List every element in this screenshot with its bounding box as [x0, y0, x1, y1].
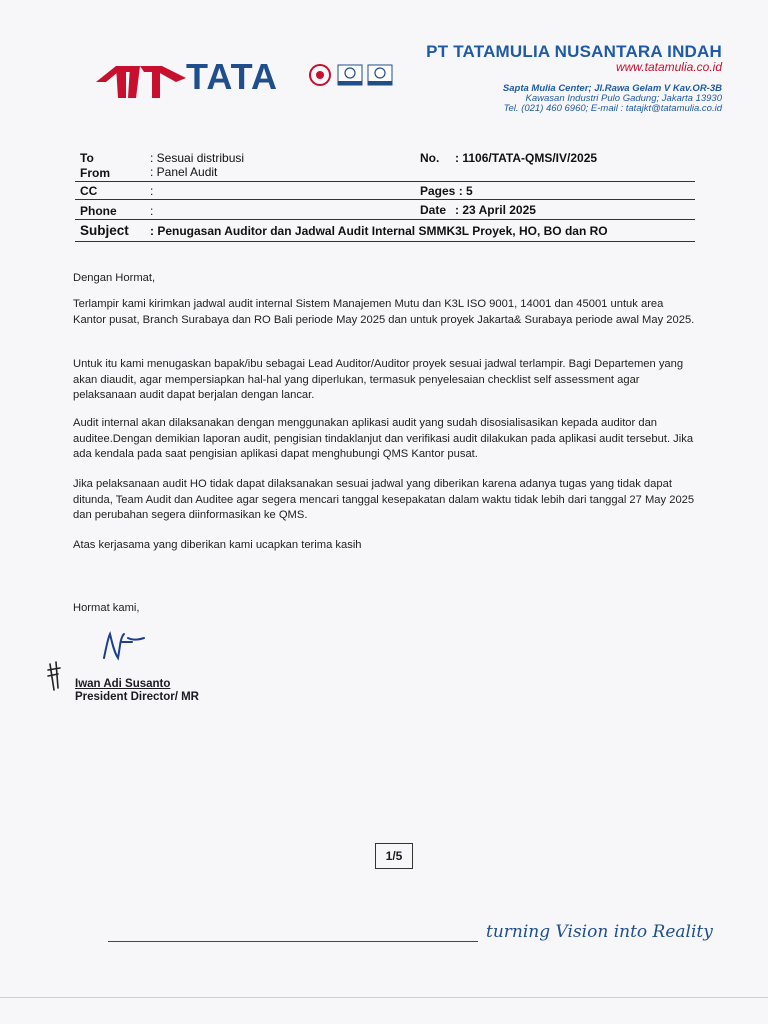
subject-label: Subject: [80, 223, 129, 238]
page-edge: [0, 997, 768, 998]
initial-mark: [46, 660, 64, 694]
certification-badges: [308, 62, 398, 90]
pages-label: Pages : 5: [420, 184, 473, 198]
phone-label: Phone: [80, 204, 117, 218]
company-tagline: turning Vision into Reality: [486, 922, 713, 942]
cc-label: CC: [80, 184, 98, 198]
address-line-1: Sapta Mulia Center; Jl.Rawa Gelam V Kav.OR-3B: [502, 83, 722, 94]
memo-divider: [75, 181, 695, 182]
from-value: : Panel Audit: [150, 165, 218, 179]
paragraph-1: Terlampir kami kirimkan jadwal audit internal Sistem Manajemen Mutu dan K3L ISO 9001, 14001 dan 45001 untuk area Kantor pusat, Branch Surabaya dan RO Bali periode May 2025 dan untuk proyek Jakarta& Surabaya periode awal May 2025.: [73, 298, 695, 326]
phone-value: :: [150, 204, 154, 218]
date-value: : 23 April 2025: [455, 203, 536, 217]
closing-line: Atas kerjasama yang diberikan kami ucapkan terima kasih: [73, 539, 362, 551]
cc-value: :: [150, 184, 154, 198]
salutation: Hormat kami,: [73, 602, 140, 614]
signatory-name: Iwan Adi Susanto: [75, 678, 171, 690]
paragraph-4: Jika pelaksanaan audit HO tidak dapat dilaksanakan sesuai jadwal yang diberikan karena adanya tugas yang tidak dapat ditunda, Team Audit dan Auditee agar segera mencari tanggal kesepakatan dalam waktu tidak lebih dari tanggal 27 May 2025 dan perubahan segera diinformasikan ke QMS.: [73, 478, 695, 522]
address-line-2: Kawasan Industri Pulo Gadung; Jakarta 13930: [525, 93, 722, 104]
company-name: PT TATAMULIA NUSANTARA INDAH: [426, 42, 722, 61]
paragraph-3: Audit internal akan dilaksanakan dengan menggunakan aplikasi audit yang sudah disosialisasikan kepada auditor dan auditee.Dengan demikian laporan audit, pengisian tindaklanjut dan verifikasi audit dilakukan pada aplikasi audit tersebut. Jika ada kendala pada saat pengisian aplikasi dapat menghubungi QMS Kantor pusat.: [73, 417, 694, 461]
greeting: Dengan Hormat,: [73, 272, 156, 284]
logo-wordmark: TATA: [186, 56, 278, 97]
from-label: From: [80, 166, 110, 180]
memo-divider: [75, 199, 695, 200]
date-label: Date: [420, 203, 447, 217]
page-indicator: 1/5: [375, 843, 413, 869]
handwritten-signature: [98, 628, 158, 664]
paragraph-2: Untuk itu kami menugaskan bapak/ibu sebagai Lead Auditor/Auditor proyek sesuai jadwal terlampir. Bagi Departemen yang akan diaudit, agar mempersiapkan hal-hal yang diperlukan, termasuk penyelesaian checklist self assessment agar pelaksanaan audit dapat berjalan dengan lancar.: [73, 358, 684, 402]
no-label: No.: [420, 151, 440, 165]
footer-rule: [108, 941, 478, 942]
signatory-title: President Director/ MR: [75, 691, 199, 703]
to-label: To: [80, 151, 94, 165]
company-website: www.tatamulia.co.id: [615, 60, 722, 74]
memo-divider: [75, 219, 695, 220]
memo-divider: [75, 241, 695, 242]
address-line-3: Tel. (021) 460 6960; E-mail : tatajkt@tatamulia.co.id: [503, 103, 722, 114]
no-value: : 1106/TATA-QMS/IV/2025: [455, 151, 598, 165]
to-value: : Sesuai distribusi: [150, 151, 245, 165]
subject-value: : Penugasan Auditor dan Jadwal Audit Internal SMMK3L Proyek, HO, BO dan RO: [150, 224, 608, 238]
